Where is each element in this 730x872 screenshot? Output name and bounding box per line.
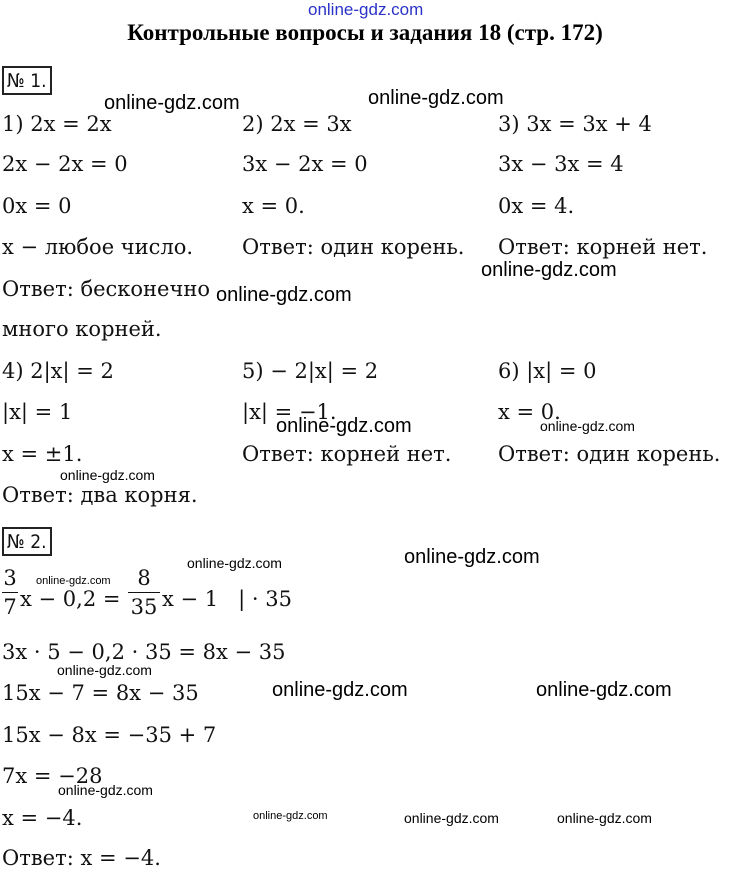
watermark: online-gdz.com bbox=[60, 467, 155, 483]
fraction-bar bbox=[2, 592, 18, 593]
task-1-line: x = ±1. bbox=[2, 442, 83, 466]
task-1-line: 6) |x| = 0 bbox=[498, 359, 597, 383]
task-1-line: x − любое число. bbox=[2, 235, 194, 259]
task-1-line: x = 0. bbox=[498, 400, 561, 424]
fraction-bar bbox=[128, 592, 160, 593]
watermark: online-gdz.com bbox=[536, 679, 672, 701]
task-1-line: много корней. bbox=[2, 317, 162, 341]
task-2-line: 3x · 5 − 0,2 · 35 = 8x − 35 bbox=[2, 640, 286, 664]
fraction-denominator: 7 bbox=[3, 595, 17, 619]
task-2-line: x = −4. bbox=[2, 806, 83, 830]
task-2-line: Ответ: x = −4. bbox=[2, 846, 161, 870]
watermark: online-gdz.com bbox=[187, 555, 282, 571]
task-2-line: 15x − 8x = −35 + 7 bbox=[2, 723, 217, 747]
task-1-line: Ответ: один корень. bbox=[242, 235, 465, 259]
watermark: online-gdz.com bbox=[481, 259, 617, 281]
watermark: online-gdz.com bbox=[404, 810, 499, 826]
task-1-line: 3x − 2x = 0 bbox=[242, 152, 368, 176]
page-title: Контрольные вопросы и задания 18 (стр. 172) bbox=[127, 20, 603, 45]
task-1-line: 1) 2x = 2x bbox=[2, 112, 112, 136]
task-1-line: 5) − 2|x| = 2 bbox=[242, 359, 379, 383]
task-1-line: 2x − 2x = 0 bbox=[2, 152, 128, 176]
task-1-line: 3x − 3x = 4 bbox=[498, 152, 624, 176]
task-1-number: № 1. bbox=[2, 66, 52, 95]
equation-part: x − 1 | · 35 bbox=[162, 587, 292, 611]
watermark: online-gdz.com bbox=[276, 415, 412, 437]
task-2-line: 7x = −28 bbox=[2, 764, 103, 788]
watermark: online-gdz.com bbox=[540, 418, 635, 434]
task-1-line: |x| = −1. bbox=[242, 400, 337, 424]
watermark: online-gdz.com bbox=[557, 810, 652, 826]
task-2-number: № 2. bbox=[2, 527, 52, 556]
fraction-numerator: 8 bbox=[137, 566, 151, 590]
watermark: online-gdz.com bbox=[57, 662, 152, 678]
watermark: online-gdz.com bbox=[368, 87, 504, 109]
equation-part: x − 0,2 = bbox=[20, 587, 121, 611]
fraction-numerator: 3 bbox=[3, 566, 17, 590]
fraction-eight-thirtyfifths bbox=[128, 566, 160, 619]
fraction-three-sevenths bbox=[2, 566, 18, 619]
watermark: online-gdz.com bbox=[36, 575, 111, 587]
watermark: online-gdz.com bbox=[253, 810, 328, 822]
watermark: online-gdz.com bbox=[272, 679, 408, 701]
task-1-line: |x| = 1 bbox=[2, 400, 73, 424]
source-watermark: online-gdz.com bbox=[308, 0, 424, 19]
task-1-line: 3) 3x = 3x + 4 bbox=[498, 112, 652, 136]
fraction-denominator: 35 bbox=[130, 595, 158, 619]
task-2-line: 15x − 7 = 8x − 35 bbox=[2, 681, 199, 705]
task-1-line: Ответ: два корня. bbox=[2, 483, 198, 507]
task-1-line: 2) 2x = 3x bbox=[242, 112, 352, 136]
watermark: online-gdz.com bbox=[404, 546, 540, 568]
watermark: online-gdz.com bbox=[216, 284, 352, 306]
watermark: online-gdz.com bbox=[104, 92, 240, 114]
task-1-line: x = 0. bbox=[242, 194, 305, 218]
task-1-line: 0x = 0 bbox=[2, 194, 72, 218]
task-1-line: Ответ: один корень. bbox=[498, 442, 721, 466]
task-1-line: Ответ: корней нет. bbox=[498, 235, 708, 259]
task-1-line: 4) 2|x| = 2 bbox=[2, 359, 114, 383]
watermark: online-gdz.com bbox=[58, 782, 153, 798]
task-1-line: Ответ: корней нет. bbox=[242, 442, 452, 466]
task-1-line: Ответ: бесконечно bbox=[2, 277, 211, 301]
task-1-line: 0x = 4. bbox=[498, 194, 575, 218]
